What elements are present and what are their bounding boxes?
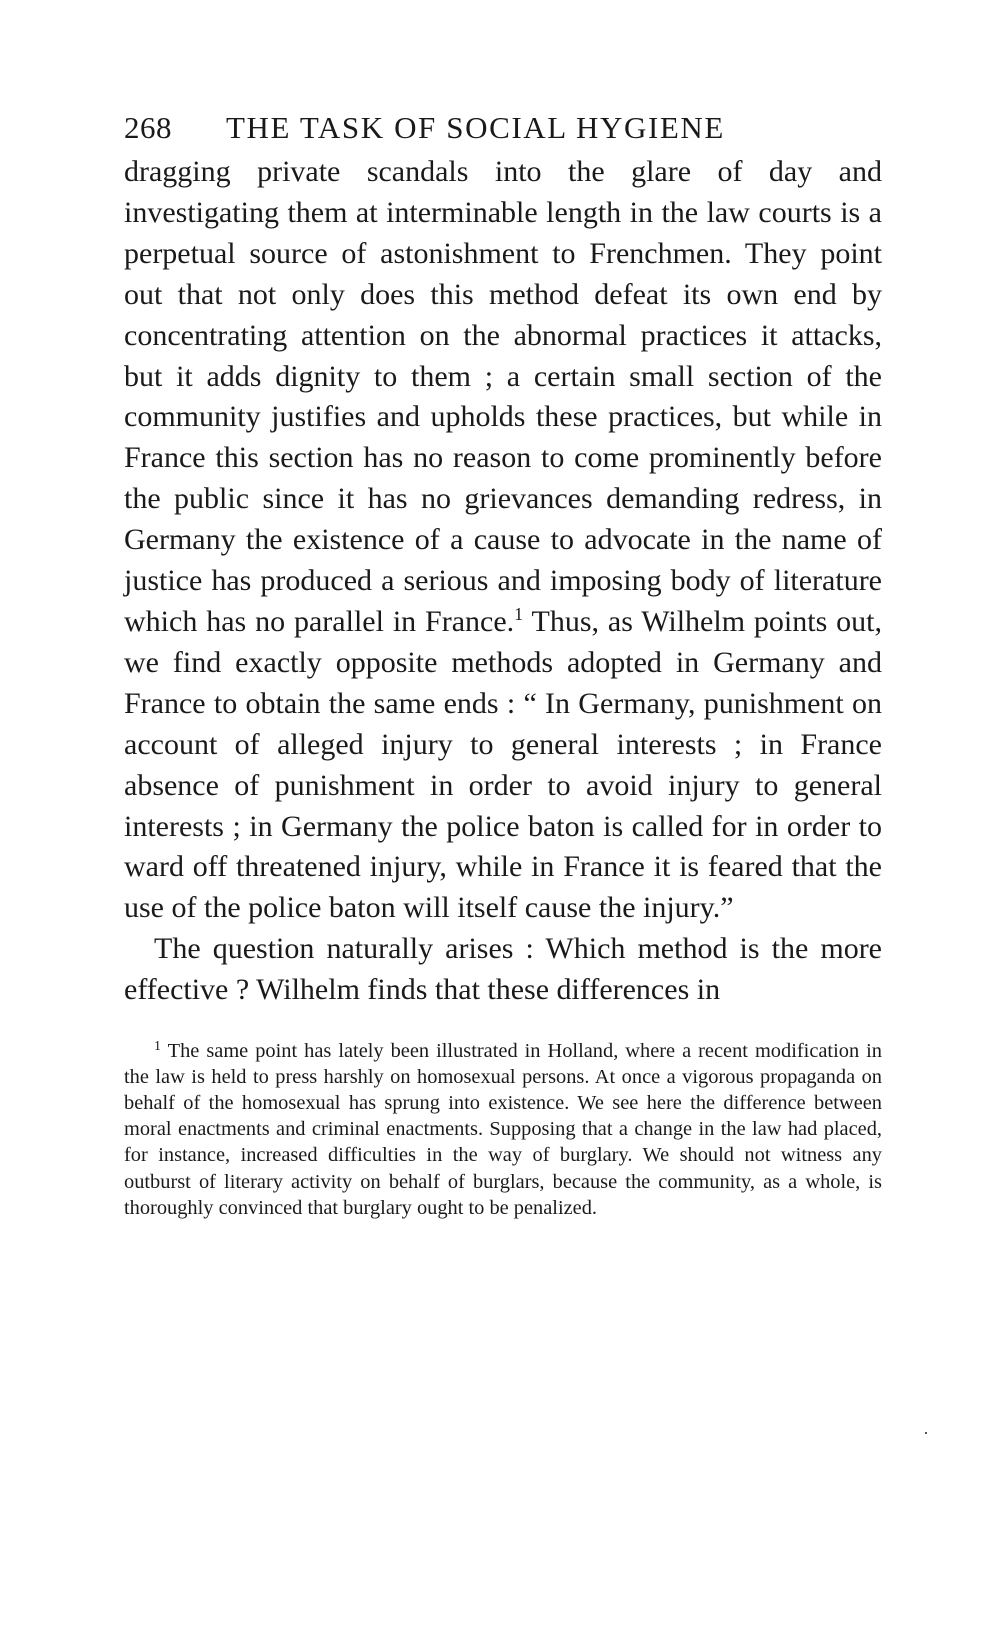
paragraph-1 (124, 152, 882, 929)
paragraph-1-text-b: Thus, as Wilhelm points out, we find exactly opposite methods adopted in Germany and France to obtain the same ends : “ In Germany, punishment on account of alleged injury to general interests ; in France absence of punishment in order to avoid injury to general interests ; in Germany the police baton is called for in order to ward off threatened injury, while in France it is feared that the use of the police baton will itself cause the injury.” (124, 604, 882, 925)
footnote-marker: 1 (154, 1039, 161, 1055)
paragraph-2: The question naturally arises : Which method is the more effective ? Wilhelm finds that these differences in (124, 932, 882, 1007)
paragraph-1-text-a: dragging private scandals into the glare of day and investigating them at interminable length in the law courts is a perpetual source of astonishment to Frenchmen. They point out that not only does this method defeat its own end by concentrating attention on the abnormal practices it attacks, but it adds dignity to them ; a certain small section of the community justifies and upholds these practices, but while in France this section has no reason to come prominently before the public since it has no grievances demanding redress, in Germany the existence of a cause to advocate in the name of justice has produced a serious and imposing body of literature which has no parallel in France. (124, 155, 882, 638)
footnote-reference: 1 (514, 603, 524, 624)
body-text (124, 152, 882, 1011)
running-title: THE TASK OF SOCIAL HYGIENE (226, 110, 725, 145)
page-number: 268 (124, 110, 172, 145)
running-head (124, 108, 882, 152)
footnote (124, 1038, 882, 1221)
book-page (124, 108, 882, 1221)
footnote-text: The same point has lately been illustrated in Holland, where a recent modification in the law is held to press harshly on homosexual persons. At once a vigorous propaganda on behalf of the homosexual has sprung into existence. We see here the difference between moral enactments and criminal enactments. Supposing that a change in the law had placed, for instance, increased difficulties in the way of burglary. We should not witness any outburst of literary activity on behalf of burglars, because the community, as a whole, is thoroughly convinced that burglary ought to be penalized. (124, 1040, 882, 1219)
page-speck (925, 1432, 927, 1434)
